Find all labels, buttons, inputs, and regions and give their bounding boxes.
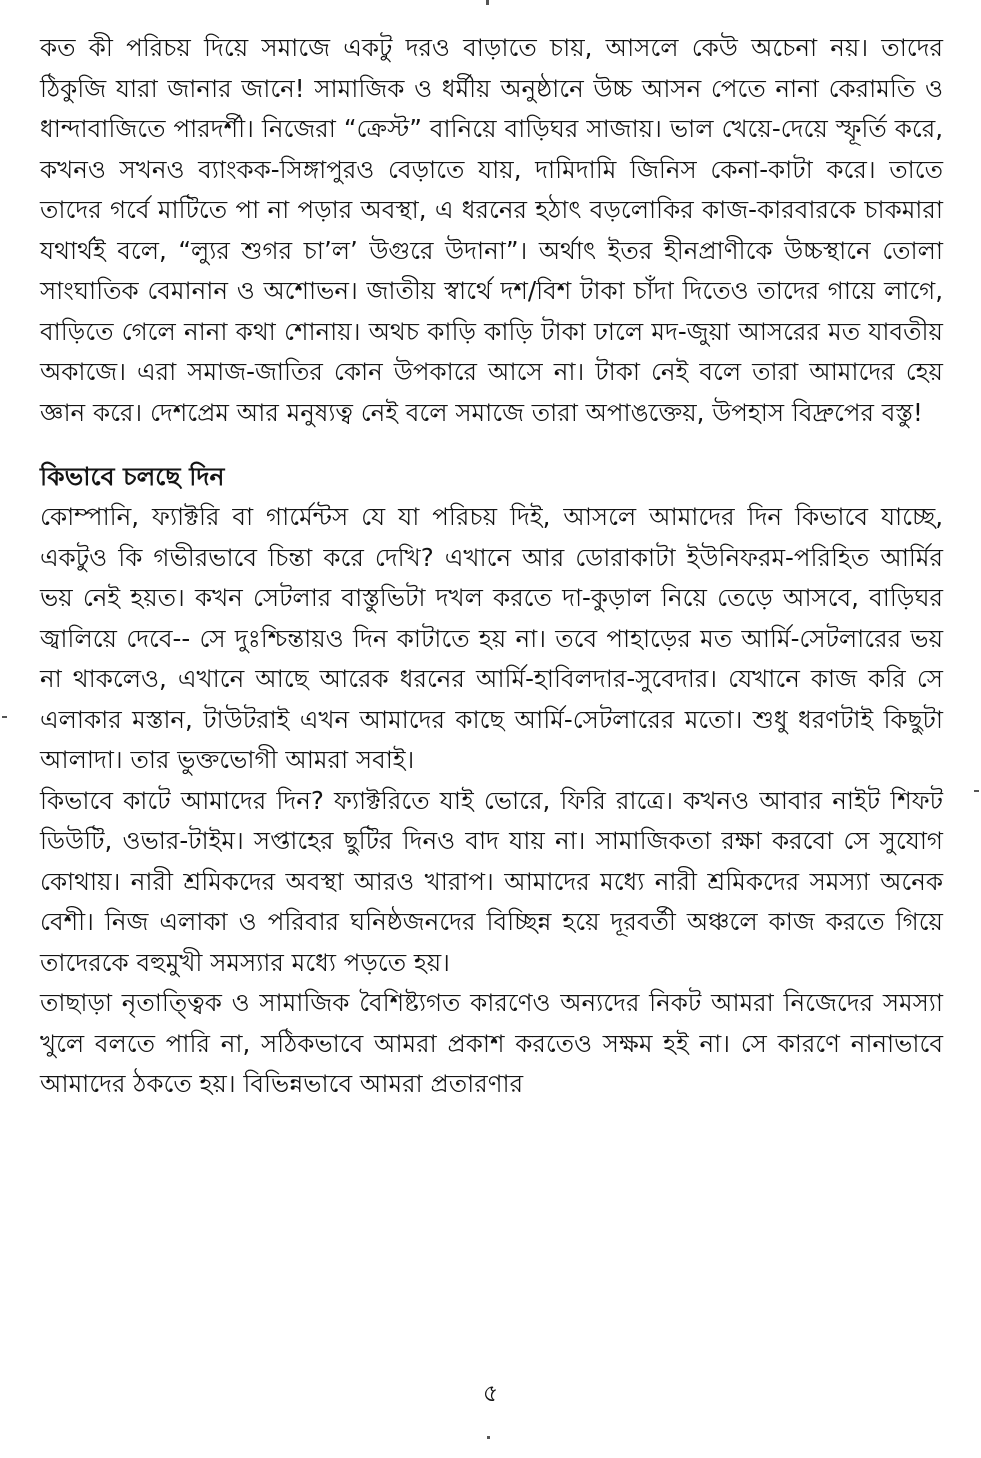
scan-speck [2,716,7,718]
section-heading: কিভাবে চলছে দিন [40,462,225,491]
scan-speck [487,1436,490,1439]
scan-speck [974,790,979,792]
scan-speck [486,0,489,5]
paragraph: কোম্পানি, ফ্যাক্টরি বা গার্মেন্টস যে যা পরিচয় দিই, আসলে আমাদের দিন কিভাবে যাচ্ছে, একটুও কি গভীরভাবে চিন্তা করে দেখি? এখানে আর ডোরাকাটা ইউনিফরম-পরিহিত আর্মির ভয় নেই হয়ত। কখন সেটলার বাস্তুভিটা দখল করতে দা-কুড়াল নিয়ে তেড়ে আসবে, বাড়িঘর জ্বালিয়ে দেবে-- সে দুঃশ্চিন্তায়ও দিন কাটাতে হয় না। তবে পাহাড়ের মত আর্মি-সেটলারের ভয় না থাকলেও, এখানে আছে আরেক ধরনের আর্মি-হাবিলদার-সুবেদার। যেখানে কাজ করি সে এলাকার মস্তান, টাউটরাই এখন আমাদের কাছে আর্মি-সেটলারের মতো। শুধু ধরণটাই কিছুটা আলাদা। তার ভুক্তভোগী আমরা সবাই। [40,502,943,774]
paragraph: কিভাবে কাটে আমাদের দিন? ফ্যাক্টরিতে যাই ভোরে, ফিরি রাত্রে। কখনও আবার নাইট শিফট ডিউটি, ওভার-টাইম। সপ্তাহের ছুটির দিনও বাদ যায় না। সামাজিকতা রক্ষা করবো সে সুযোগ কোথায়। নারী শ্রমিকদের অবস্থা আরও খারাপ। আমাদের মধ্যে নারী শ্রমিকদের সমস্যা অনেক বেশী। নিজ এলাকা ও পরিবার ঘনিষ্ঠজনদের বিচ্ছিন্ন হয়ে দূরবর্তী অঞ্চলে কাজ করতে গিয়ে তাদেরকে বহুমুখী সমস্যার মধ্যে পড়তে হয়। [40,785,943,977]
paragraph: তাছাড়া নৃতাত্ত্বিক ও সামাজিক বৈশিষ্ট্যগত কারণেও অন্যদের নিকট আমরা নিজেদের সমস্যা খুলে বলতে পারি না, সঠিকভাবে আমরা প্রকাশ করতেও সক্ষম হই না। সে কারণে নানাভাবে আমাদের ঠকতে হয়। বিভিন্নভাবে আমরা প্রতারণার [40,988,943,1098]
page-number: ৫ [482,1379,499,1407]
paragraph: কত কী পরিচয় দিয়ে সমাজে একটু দরও বাড়াতে চায়, আসলে কেউ অচেনা নয়। তাদের ঠিকুজি যারা জানার জানে! সামাজিক ও ধর্মীয় অনুষ্ঠানে উচ্চ আসন পেতে নানা কেরামতি ও ধান্দাবাজিতে পারদর্শী। নিজেরা “ক্রেস্ট” বানিয়ে বাড়িঘর সাজায়। ভাল খেয়ে-দেয়ে স্ফূর্তি করে, কখনও সখনও ব্যাংকক-সিঙ্গাপুরও বেড়াতে যায়, দামিদামি জিনিস কেনা-কাটা করে। তাতে তাদের গর্বে মাটিতে পা না পড়ার অবস্থা, এ ধরনের হঠাৎ বড়লোকির কাজ-কারবারকে চাকমারা যথার্থই বলে, “ল্যুর শুগর চা’ল’ উগুরে উদানা”। অর্থাৎ ইতর হীনপ্রাণীকে উচ্চস্থানে তোলা সাংঘাতিক বেমানান ও অশোভন। জাতীয় স্বার্থে দশ/বিশ টাকা চাঁদা দিতেও তাদের গায়ে লাগে, বাড়িতে গেলে নানা কথা শোনায়। অথচ কাড়ি কাড়ি টাকা ঢালে মদ-জুয়া আসরের মত যাবতীয় অকাজে। এরা সমাজ-জাতির কোন উপকারে আসে না। টাকা নেই বলে তারা আমাদের হেয় জ্ঞান করে। দেশপ্রেম আর মনুষ্যত্ব নেই বলে সমাজে তারা অপাঙক্তেয়, উপহাস বিদ্রুপের বস্তু! [40,33,943,427]
document-body [40,28,943,1105]
